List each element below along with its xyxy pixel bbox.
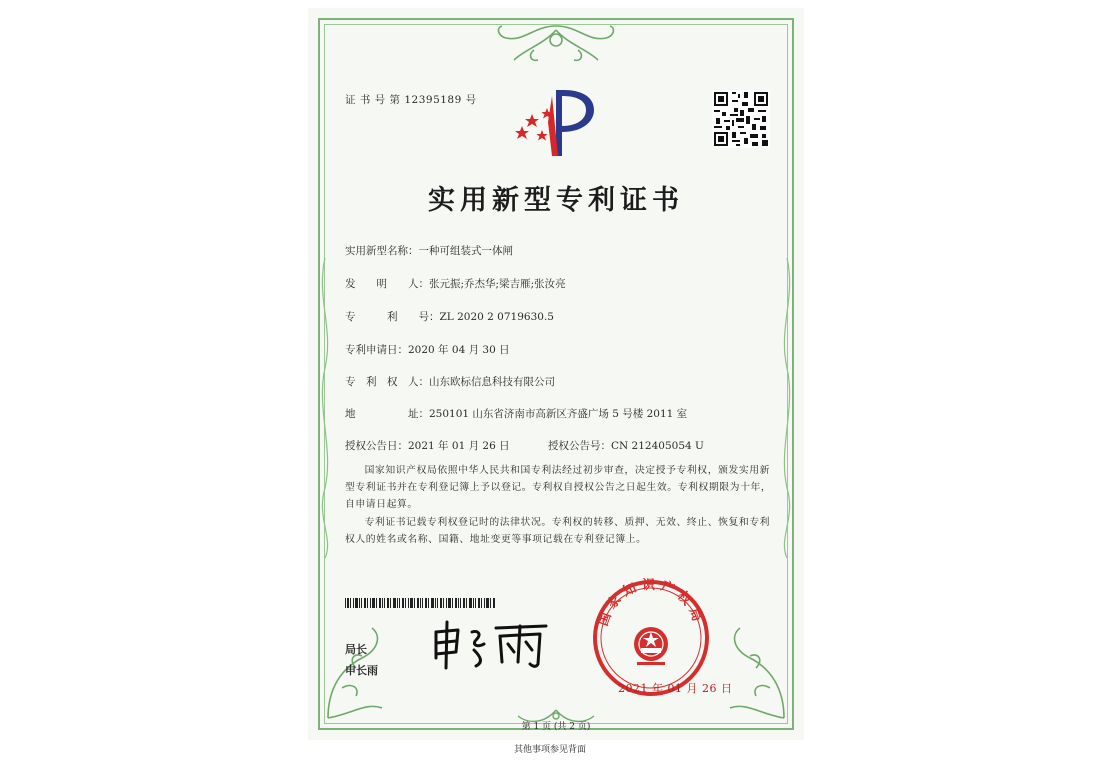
field-value: 张元振;乔杰华;梁吉雁;张汝亮 bbox=[429, 278, 566, 290]
announce-date-value: 2021 年 01 月 26 日 bbox=[408, 440, 510, 452]
announce-no-value: CN 212405054 U bbox=[611, 440, 704, 452]
certificate-number: 证 书 号 第 12395189 号 bbox=[345, 94, 477, 106]
legal-paragraph-1: 国家知识产权局依照中华人民共和国专利法经过初步审查，决定授予专利权，颁发实用新型专利证书并在专利登记簿上予以登记。专利权自授权公告之日起生效。专利权期限为十年，自申请日起算。 bbox=[345, 465, 772, 510]
seal-date: 2021 年 01 月 26 日 bbox=[618, 682, 733, 695]
field-utility-model-name bbox=[345, 243, 513, 258]
page-number: 第 1 页 (共 2 页) bbox=[521, 722, 591, 732]
announce-date-label: 授权公告日： bbox=[345, 440, 408, 452]
director-title: 局长 bbox=[345, 643, 367, 656]
field-address bbox=[345, 406, 687, 421]
bottom-right-ornament-icon bbox=[720, 618, 790, 724]
legal-paragraph-2: 专利证书记载专利权登记时的法律状况。专利权的转移、质押、无效、终止、恢复和专利权人的姓名或名称、国籍、地址变更等事项记载在专利登记簿上。 bbox=[345, 517, 771, 545]
field-announcement bbox=[345, 438, 704, 453]
field-label: 专 利 权 人： bbox=[345, 376, 429, 388]
signature-icon bbox=[428, 618, 558, 670]
field-patentee bbox=[345, 374, 555, 389]
cnipa-logo-icon bbox=[512, 82, 600, 160]
field-application-date bbox=[345, 342, 510, 357]
field-label: 专利申请日： bbox=[345, 344, 408, 356]
svg-text:国家知识产权局 bbox=[595, 578, 706, 628]
left-ornament-icon bbox=[314, 258, 336, 558]
field-value: 山东欧标信息科技有限公司 bbox=[429, 376, 555, 388]
field-value: 250101 山东省济南市高新区齐盛广场 5 号楼 2011 室 bbox=[429, 408, 688, 420]
field-label: 专 利 号： bbox=[345, 311, 440, 323]
qr-code-icon bbox=[712, 90, 770, 148]
certificate-sheet bbox=[308, 8, 804, 740]
field-value: 2020 年 04 月 30 日 bbox=[408, 344, 510, 356]
footnote: 其他事项参见背面 bbox=[513, 745, 586, 755]
seal-text: 国家知识产权局 bbox=[596, 578, 706, 629]
field-value: 一种可组装式一体闸 bbox=[418, 245, 513, 257]
field-value: ZL 2020 2 0719630.5 bbox=[439, 311, 554, 323]
director-name: 申长雨 bbox=[345, 664, 378, 677]
top-ornament-icon bbox=[494, 20, 618, 70]
field-label: 实用新型名称： bbox=[345, 245, 419, 257]
barcode-icon bbox=[345, 598, 495, 608]
field-patent-number bbox=[345, 309, 554, 324]
field-label: 发 明 人： bbox=[345, 278, 429, 290]
certificate-title: 实用新型专利证书 bbox=[428, 185, 684, 216]
announce-no-label: 授权公告号： bbox=[548, 440, 611, 452]
field-inventors bbox=[345, 276, 566, 291]
right-ornament-icon bbox=[776, 258, 798, 558]
field-label: 地 址： bbox=[345, 408, 429, 420]
